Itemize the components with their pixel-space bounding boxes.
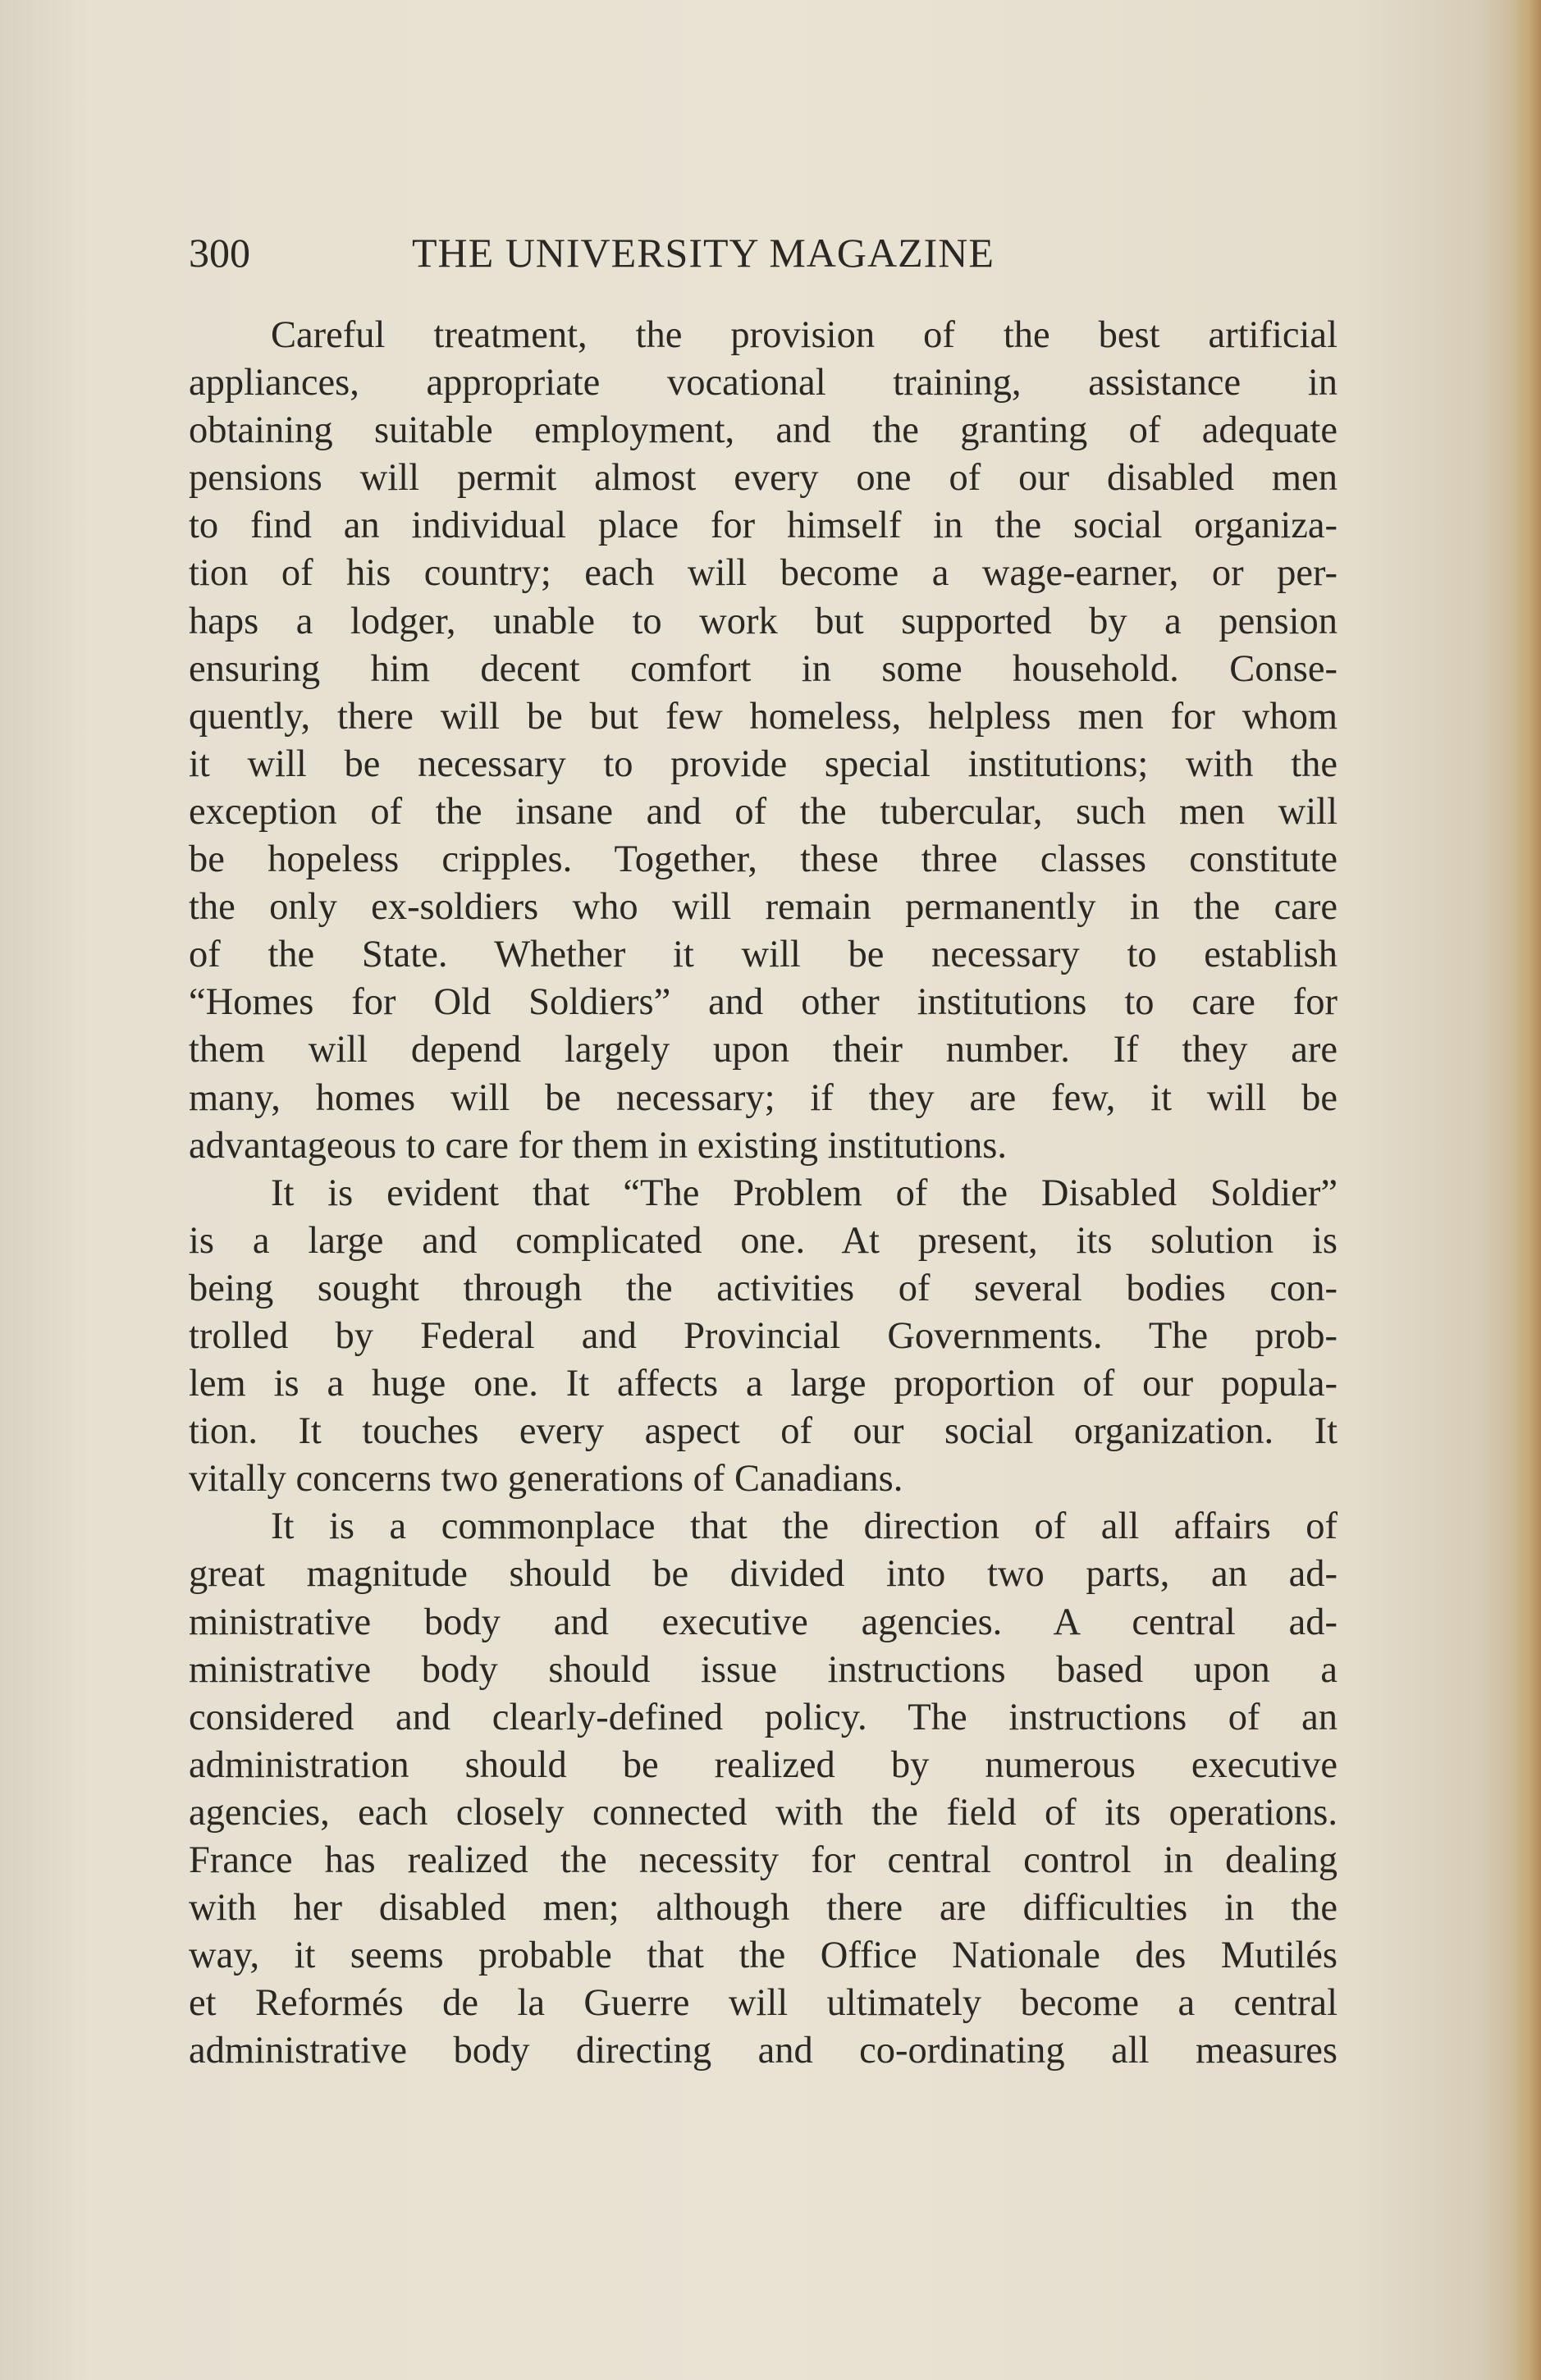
- text-line: it will be necessary to provide special institutions; with the: [189, 742, 1338, 785]
- text-line: tion. It touches every aspect of our social organization. It: [189, 1410, 1338, 1453]
- text-line: It is evident that “The Problem of the Disabled Soldier”: [271, 1172, 1338, 1214]
- body-text: [189, 312, 1338, 2075]
- text-line: agencies, each closely connected with the field of its operations.: [189, 1791, 1338, 1834]
- text-line: considered and clearly-defined policy. The instructions of an: [189, 1696, 1338, 1738]
- text-line: haps a lodger, unable to work but supported by a pension: [189, 600, 1338, 642]
- text-line: ministrative body should issue instructions based upon a: [189, 1648, 1338, 1691]
- text-line: to find an individual place for himself in the social organiza-: [189, 505, 1338, 547]
- text-line: lem is a huge one. It affects a large proportion of our popula-: [189, 1363, 1338, 1405]
- text-line: them will depend largely upon their number. If they are: [189, 1029, 1338, 1071]
- text-line: great magnitude should be divided into two parts, an ad-: [189, 1553, 1338, 1596]
- running-header: [189, 220, 1338, 286]
- text-line: et Reformés de la Guerre will ultimately become a central: [189, 1982, 1338, 2025]
- text-line: It is a commonplace that the direction of all affairs of: [271, 1505, 1338, 1548]
- text-line: obtaining suitable employment, and the granting of adequate: [189, 409, 1338, 452]
- text-line: appliances, appropriate vocational training, assistance in: [189, 362, 1338, 404]
- text-line: many, homes will be necessary; if they are few, it will be: [189, 1076, 1338, 1119]
- text-line: tion of his country; each will become a wage-earner, or per-: [189, 552, 1338, 595]
- text-line: “Homes for Old Soldiers” and other institutions to care for: [189, 981, 1338, 1024]
- page-number: 300: [189, 230, 250, 276]
- text-line: administration should be realized by numerous executive: [189, 1743, 1338, 1786]
- text-line: administrative body directing and co-ordinating all measures: [189, 2030, 1338, 2072]
- text-line: quently, there will be but few homeless, helpless men for whom: [189, 695, 1338, 738]
- text-line: Careful treatment, the provision of the best artificial: [271, 314, 1338, 356]
- page-edge: [1513, 0, 1541, 2380]
- text-line: way, it seems probable that the Office Nationale des Mutilés: [189, 1935, 1338, 1977]
- text-line: France has realized the necessity for central control in dealing: [189, 1839, 1338, 1881]
- text-line: ensuring him decent comfort in some household. Conse-: [189, 647, 1338, 690]
- text-line: the only ex-soldiers who will remain permanently in the care: [189, 886, 1338, 929]
- text-line: vitally concerns two generations of Canadians.: [189, 1458, 903, 1501]
- text-line: advantageous to care for them in existing institutions.: [189, 1124, 1007, 1167]
- text-line: pensions will permit almost every one of our disabled men: [189, 457, 1338, 500]
- text-line: being sought through the activities of several bodies con-: [189, 1267, 1338, 1309]
- text-line: is a large and complicated one. At present, its solution is: [189, 1219, 1338, 1262]
- text-line: of the State. Whether it will be necessary to establish: [189, 934, 1338, 976]
- text-line: exception of the insane and of the tubercular, such men will: [189, 790, 1338, 833]
- text-line: be hopeless cripples. Together, these three classes constitute: [189, 838, 1338, 881]
- text-line: with her disabled men; although there are difficulties in the: [189, 1887, 1338, 1930]
- text-line: trolled by Federal and Provincial Governments. The prob-: [189, 1314, 1338, 1357]
- text-line: ministrative body and executive agencies. A central ad-: [189, 1601, 1338, 1643]
- running-title: THE UNIVERSITY MAGAZINE: [412, 230, 995, 276]
